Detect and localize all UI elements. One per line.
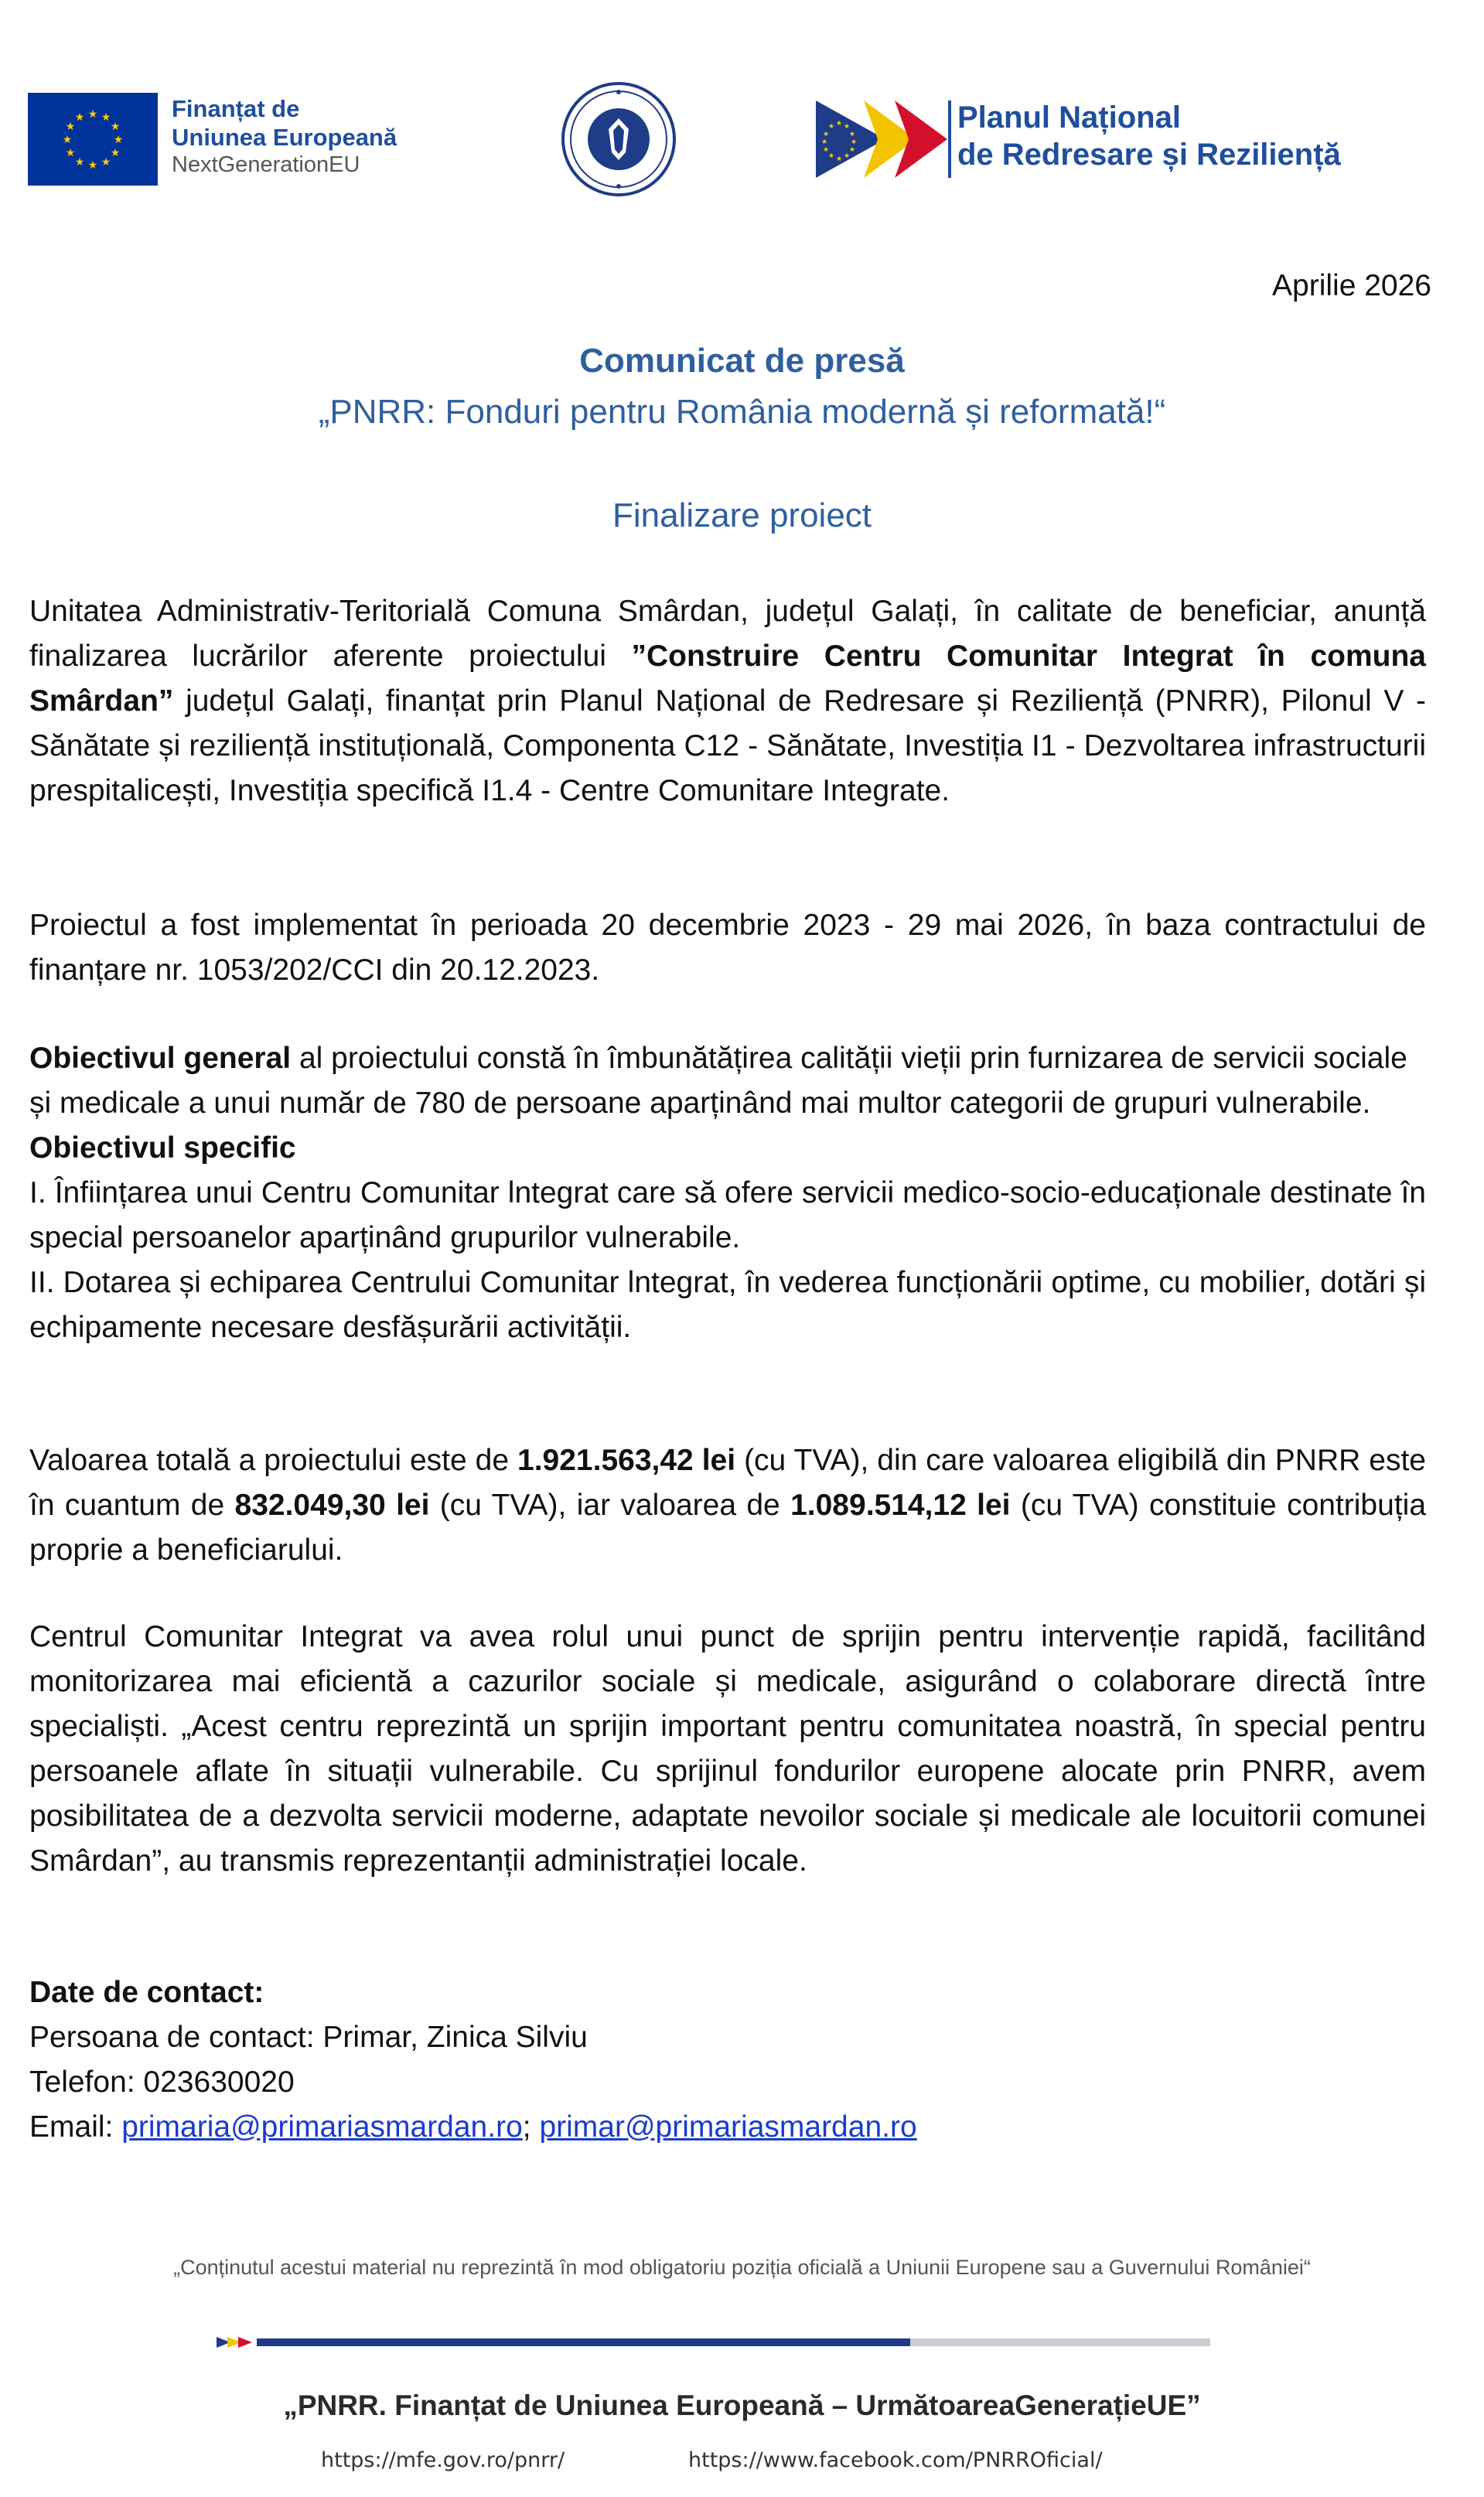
eligible-value: 832.049,30 lei (234, 1489, 430, 1522)
implementation-paragraph: Proiectul a fost implementat în perioada 20 decembrie 2023 - 29 mai 2026, în baza contractului de finanțare nr. 1053/202/CCI din 20.12.2023. (29, 909, 1426, 987)
svg-text:★: ★ (65, 121, 76, 133)
svg-text:★: ★ (87, 108, 98, 121)
pnrr-line-1: Planul Național (957, 101, 1181, 135)
general-objective-label: Obiectivul general (29, 1042, 292, 1075)
footer-slogan: „PNRR. Finanțat de Uniunea Europeană – UrmătoareaGenerațieUE” (283, 2390, 1201, 2421)
svg-text:★: ★ (848, 131, 856, 138)
svg-text:★: ★ (848, 146, 856, 154)
government-seal-icon (561, 81, 677, 197)
specific-objective-2: II. Dotarea și echiparea Centrului Comunitar lntegrat, în vederea funcționării optime, cu mobilier, dotări și echipamente necesare desfășurării activității. (29, 1266, 1426, 1344)
intro-text-c: județul Galați, finanțat prin Planul Național de Redresare și Reziliență (PNRR), Pilonul V - Sănătate și reziliență instituțională, Componenta C12 - Sănătate, Investiția I1 - Dezvoltarea infrastructurii prespitalicești, Investiția specifică I1.4 - Centre Comunitare Integrate. (29, 684, 1426, 807)
eu-line-2: Uniunea Europeană (172, 124, 397, 152)
press-release-title: Comunicat de presă (579, 342, 905, 380)
email-label: Email: (29, 2110, 122, 2144)
page-header (0, 0, 1484, 232)
svg-text:★: ★ (822, 146, 830, 154)
svg-text:★: ★ (101, 111, 111, 124)
center-role-paragraph: Centrul Comunitar Integrat va avea rolul unui punct de sprijin pentru intervenție rapidă, facilitând monitorizarea mai eficientă a cazurilor sociale și medicale, asigurând o colaborare directă între specialiști. „Acest centru reprezintă un sprijin important pentru comunitatea noastră, în special pentru persoanele aflate în situații vulnerabile. Cu sprijinul fondurilor europene alocate prin PNRR, avem posibilitatea de a dezvolta servicii moderne, adaptate nevoilor sociale și medicale ale locuitorii comunei Smârdan”, au transmis reprezentanții administrației locale. (29, 1620, 1426, 1878)
svg-text:★: ★ (74, 156, 85, 169)
value-text-c: (cu TVA), iar valoarea de (429, 1489, 791, 1522)
pnrr-logo-icon (816, 101, 947, 178)
footer-disclaimer: „Conținutul acestui material nu reprezintă în mod obligatoriu poziția oficială a Uniunii Europene sau a Guvernului României“ (173, 2256, 1311, 2279)
objectives-paragraph (29, 1036, 1426, 1350)
email-link-primar[interactable]: primar@primariasmardan.ro (539, 2110, 917, 2144)
general-objective (29, 1036, 1426, 1126)
footer-url-facebook[interactable]: https://www.facebook.com/PNRROficial/ (688, 2448, 1103, 2472)
footer-bar-grey (910, 2338, 1210, 2346)
svg-text:★: ★ (110, 147, 121, 159)
footer-url-mfe[interactable]: https://mfe.gov.ro/pnrr/ (321, 2448, 565, 2472)
svg-text:★: ★ (822, 131, 830, 138)
pnrr-divider (948, 101, 951, 178)
svg-text:★: ★ (843, 123, 851, 131)
svg-text:★: ★ (850, 138, 858, 146)
footer-arrow-icon (217, 2337, 257, 2348)
svg-text:★: ★ (113, 134, 124, 146)
contact-person: Persoana de contact: Primar, Zinica Silviu (29, 2021, 588, 2054)
footer-bar-blue (257, 2338, 910, 2346)
email-link-primaria[interactable]: primaria@primariasmardan.ro (121, 2110, 523, 2144)
contact-heading: Date de contact: (29, 1976, 264, 2009)
total-value: 1.921.563,42 lei (517, 1444, 736, 1477)
own-contribution-value: 1.089.514,12 lei (790, 1489, 1011, 1522)
svg-text:★: ★ (835, 120, 843, 128)
eu-line-3: NextGenerationEU (172, 152, 360, 178)
svg-text:★: ★ (74, 111, 85, 124)
eu-flag-icon (28, 93, 158, 186)
svg-text:★: ★ (820, 138, 828, 146)
svg-text:★: ★ (843, 152, 851, 160)
specific-objective-1: I. Înființarea unui Centru Comunitar lntegrat care să ofere servicii medico-socio-educaționale destinate în special persoanelor aparținând grupurilor vulnerabile. (29, 1176, 1426, 1254)
svg-text:★: ★ (87, 159, 98, 172)
eu-funding-label (172, 94, 397, 179)
contact-email (29, 2105, 1426, 2150)
svg-text:★: ★ (827, 152, 835, 160)
value-text-d: (cu TVA) constituie contribuția proprie a beneficiarului. (29, 1489, 1427, 1567)
release-date: Aprilie 2026 (1272, 269, 1431, 302)
intro-text-a: Unitatea Administrativ-Teritorială Comuna Smârdan, județul Galați, în calitate de beneficiar, anunță finalizarea lucrărilor aferente proiectului (29, 595, 1426, 673)
svg-text:★: ★ (835, 155, 843, 163)
eu-line-1: Finanțat de (172, 95, 300, 122)
pnrr-label (957, 99, 1341, 173)
section-title: Finalizare proiect (612, 496, 872, 534)
svg-text:★: ★ (110, 121, 121, 133)
svg-text:★: ★ (101, 156, 111, 169)
pnrr-line-2: de Redresare și Reziliență (957, 138, 1341, 172)
intro-paragraph (29, 589, 1426, 814)
email-separator: ; (522, 2110, 540, 2144)
contact-section (29, 1970, 1426, 2150)
footer-divider-bar (217, 2337, 1210, 2348)
value-text-b: (cu TVA), din care valoarea eligibilă din PNRR este în cuantum de (29, 1444, 1426, 1522)
contact-phone: Telefon: 023630020 (29, 2065, 295, 2099)
specific-objective-label: Obiectivul specific (29, 1131, 296, 1165)
general-objective-text: al proiectului constă în îmbunătățirea calității vieții prin furnizarea de servicii sociale și medicale a unui număr de 780 de persoane aparținând mai multor categorii de grupuri vulnerabile. (29, 1042, 1407, 1120)
svg-text:★: ★ (65, 147, 76, 159)
project-name: ”Construire Centru Comunitar Integrat în comuna Smârdan” (29, 640, 1426, 718)
value-text-a: Valoarea totală a proiectului este de (29, 1444, 518, 1477)
press-release-subtitle: „PNRR: Fonduri pentru România modernă și reformată!“ (318, 393, 1166, 431)
svg-text:★: ★ (827, 123, 835, 131)
svg-text:★: ★ (62, 134, 73, 146)
value-paragraph (29, 1438, 1426, 1573)
